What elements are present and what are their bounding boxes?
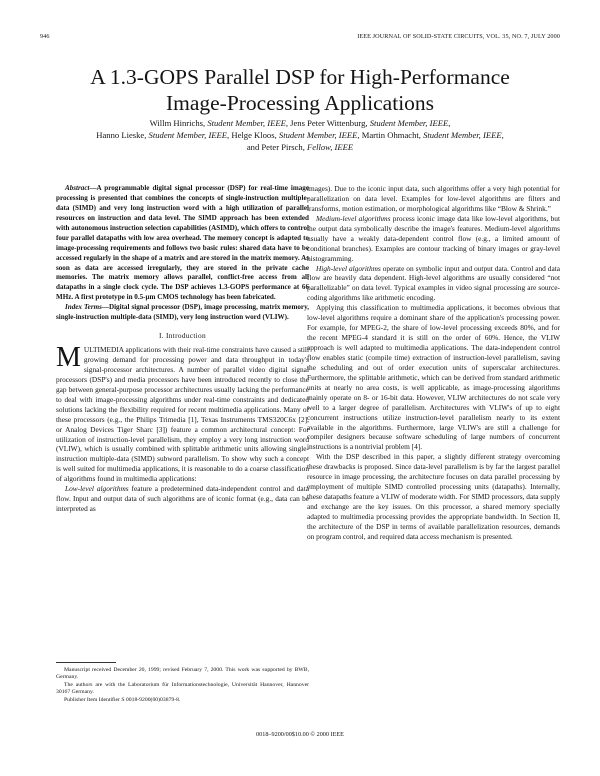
author-role: Student Member, IEEE, [207, 118, 288, 128]
paper-title [40, 64, 560, 116]
author-role: Fellow, IEEE [307, 142, 354, 152]
medium-level-text: process iconic image data like low-level algorithms, but the output data symbolically describe the image's features. Medium-level algorithms usually have a weakly data-dependent control flow (e.g., a limited amount of conditional branches). Examples are contour tracking of binary images or gray-level histogramming. [307, 213, 560, 263]
footnote-identifier: Publisher Item Identifier S 0018-9200(00)03879-8. [64, 696, 181, 703]
author-list [56, 117, 544, 153]
right-paragraph-5: With the DSP described in this paper, a slightly different strategy overcoming these drawbacks is proposed. Since data-level parallelism is by far the largest parallel resource in image processing, the architecture focuses on data parallel processing by employment of multiple SIMD controlled processing units (datapaths). Internally, these datapaths feature a VLIW of moderate width. For SIMD processors, data supply and exchange are the key issues. On this processor, a shared memory specially adapted to multimedia processing provides the appropriate bandwidth. In Section II, the architecture of the DSP in terms of available parallelization resources, demands on program control, and required data access mechanism is presented. [307, 452, 560, 541]
author-name: Hanno Lieske, [96, 130, 147, 140]
low-level-paragraph [56, 484, 309, 514]
right-paragraph-1: images). Due to the iconic input data, such algorithms offer a very high potential for parallelization on data level. Examples for low-level algorithms are filters and transforms, motion estimation, or morphological algorithms like “Blow & Shrink.” [307, 184, 560, 213]
right-column [307, 184, 560, 542]
title-line-2: Image-Processing Applications [165, 91, 435, 115]
index-terms [56, 303, 309, 323]
high-level-term: High-level algorithms [316, 263, 381, 273]
author-name: Jens Peter Wittenburg, [290, 118, 368, 128]
footnote-manuscript: Manuscript received December 20, 1999; revised February 7, 2000. This work was supported by BWB, Germany. [56, 667, 309, 681]
title-line-1: A 1.3-GOPS Parallel DSP for High-Performance [90, 65, 510, 89]
high-level-paragraph [307, 264, 560, 304]
author-name: and Peter Pirsch, [246, 142, 305, 152]
author-role: Student Member, IEEE, [278, 130, 360, 140]
author-line-2 [56, 129, 544, 141]
medium-level-term: Medium-level algorithms [316, 213, 391, 223]
running-head [40, 33, 560, 43]
right-paragraph-4: Applying this classification to multimedia applications, it becomes obvious that low-level algorithms require a dominant share of the application's processing power. For example, for MPEG-2, the share of low-level processing exceeds 80%, and for the recent MPEG-4 standard it is still on the order of 60%. Hence, the VLIW approach is well adapted to multimedia applications. The data-independent control flow enables static (compile time) extraction of instruction-level parallelism, saving the scheduling and out of order execution units of superscalar architectures. Furthermore, the splittable arithmetic, which can be derived from standard arithmetic units at nearly no area costs, is well applicable, as image-processing algorithms mainly operate on 8- or 16-bit data. However, VLIW architectures do not scale very well to a larger degree of parallelism. Architectures with VLIW's of up to eight concurrent instructions utilize instruction-level parallelism nearly to its extent available in the algorithms. Furthermore, large VLIW's are still a challenge for compiler designers because software scheduling of large numbers of concurrent instructions is a nontrivial problem [4]. [307, 303, 560, 452]
author-line-3 [56, 141, 544, 153]
abstract-text: —A programmable digital signal processor (DSP) for real-time image processing is presented that combines the concepts of single-instruction multiple-data (SIMD) and very long instruction word with a high utilization of parallel resources on instruction and data level. The SIMD approach has been extended with autonomous instruction selection capabilities (ASIMD), which offers to control four parallel datapaths with low area overhead. The memory concept is adapted to image-processing requirements and follows two basic rules: shared data have to be accessed regularly in the shape of a matrix and are stored in the matrix memory. As soon as data are accessed irregularly, they are stored in the private cache memories. The matrix memory allows parallel, conflict-free access from all datapaths in a single clock cycle. The DSP achieves 1.3-GOPS performance at 66 MHz. A first prototype in 0.5-μm CMOS technology has been fabricated. [56, 184, 309, 302]
index-terms-label: Index Terms [65, 303, 102, 312]
footnote-divider [56, 662, 116, 663]
author-name: Willm Hinrichs, [149, 118, 206, 128]
abstract-label: Abstract [65, 184, 90, 192]
footnotes [56, 667, 309, 704]
page-number: 946 [40, 33, 50, 40]
high-level-text: operate on symbolic input and output data. Control and data flow are heavily data dependent. High-level algorithms are usually considered “not parallelizable” on data level. Typical examples in video signal processing are source-coding algorithms like arithmetic encoding. [307, 263, 561, 303]
left-column [56, 184, 309, 514]
section-heading: I. Introduction [159, 331, 206, 341]
footnote-affiliation: The authors are with the Laboratorium für Informationstechnologie, Universität Hannover, Hannover 30167 Germany. [56, 681, 309, 696]
intro-text: ULTIMEDIA applications with their real-time constraints have caused a still growing demand for processing power and data throughput in today's signal-processor architectures. A number of parallel video digital signal processors (DSP's) and media processors have been introduced recently to close the gap between general-purpose processor architectures usually lacking the performance to deal with image-processing algorithms under real-time constraints and dedicated solutions lacking the flexibility required for recent multimedia applications. Many of these processors (e.g., the Philips Trimedia [1], Texas Instruments TMS320C6x [2], or Analog Devices Tiger Sharc [3]) feature a common architectural concept: For utilization of instruction-level parallelism, they employ a very long instruction word (VLIW), which is usually combined with splittable arithmetic units allowing single-instruction multiple-data (SIMD) subword parallelism. To show why such a concept is well suited for multimedia applications, it is reasonable to do a coarse classification of algorithms found in multimedia applications: [56, 345, 309, 484]
abstract [56, 184, 309, 303]
medium-level-paragraph [307, 214, 560, 264]
low-level-text: feature a predetermined data-independent control and data flow. Input and output data of such algorithms are of iconic format (e.g., data can be interpreted as [56, 484, 309, 514]
drop-cap: M [56, 342, 81, 374]
index-terms-text: —Digital signal processor (DSP), image processing, matrix memory, single-instruction multiple-data (SIMD), very long instruction word (VLIW). [56, 303, 309, 322]
author-line-1 [56, 117, 544, 129]
author-role: Student Member, IEEE, [148, 130, 230, 140]
author-name: Martin Ohmacht, [361, 130, 421, 140]
low-level-term: Low-level algorithms [65, 484, 129, 494]
journal-header: IEEE JOURNAL OF SOLID-STATE CIRCUITS, VOL. 35, NO. 7, JULY 2000 [357, 33, 560, 40]
author-name: Helge Kloos, [231, 130, 277, 140]
author-role: Student Member, IEEE, [423, 130, 504, 140]
copyright-line: 0018–9200/00$10.00 © 2000 IEEE [256, 731, 344, 738]
intro-paragraph [56, 342, 309, 484]
author-role: Student Member, IEEE, [369, 118, 451, 128]
